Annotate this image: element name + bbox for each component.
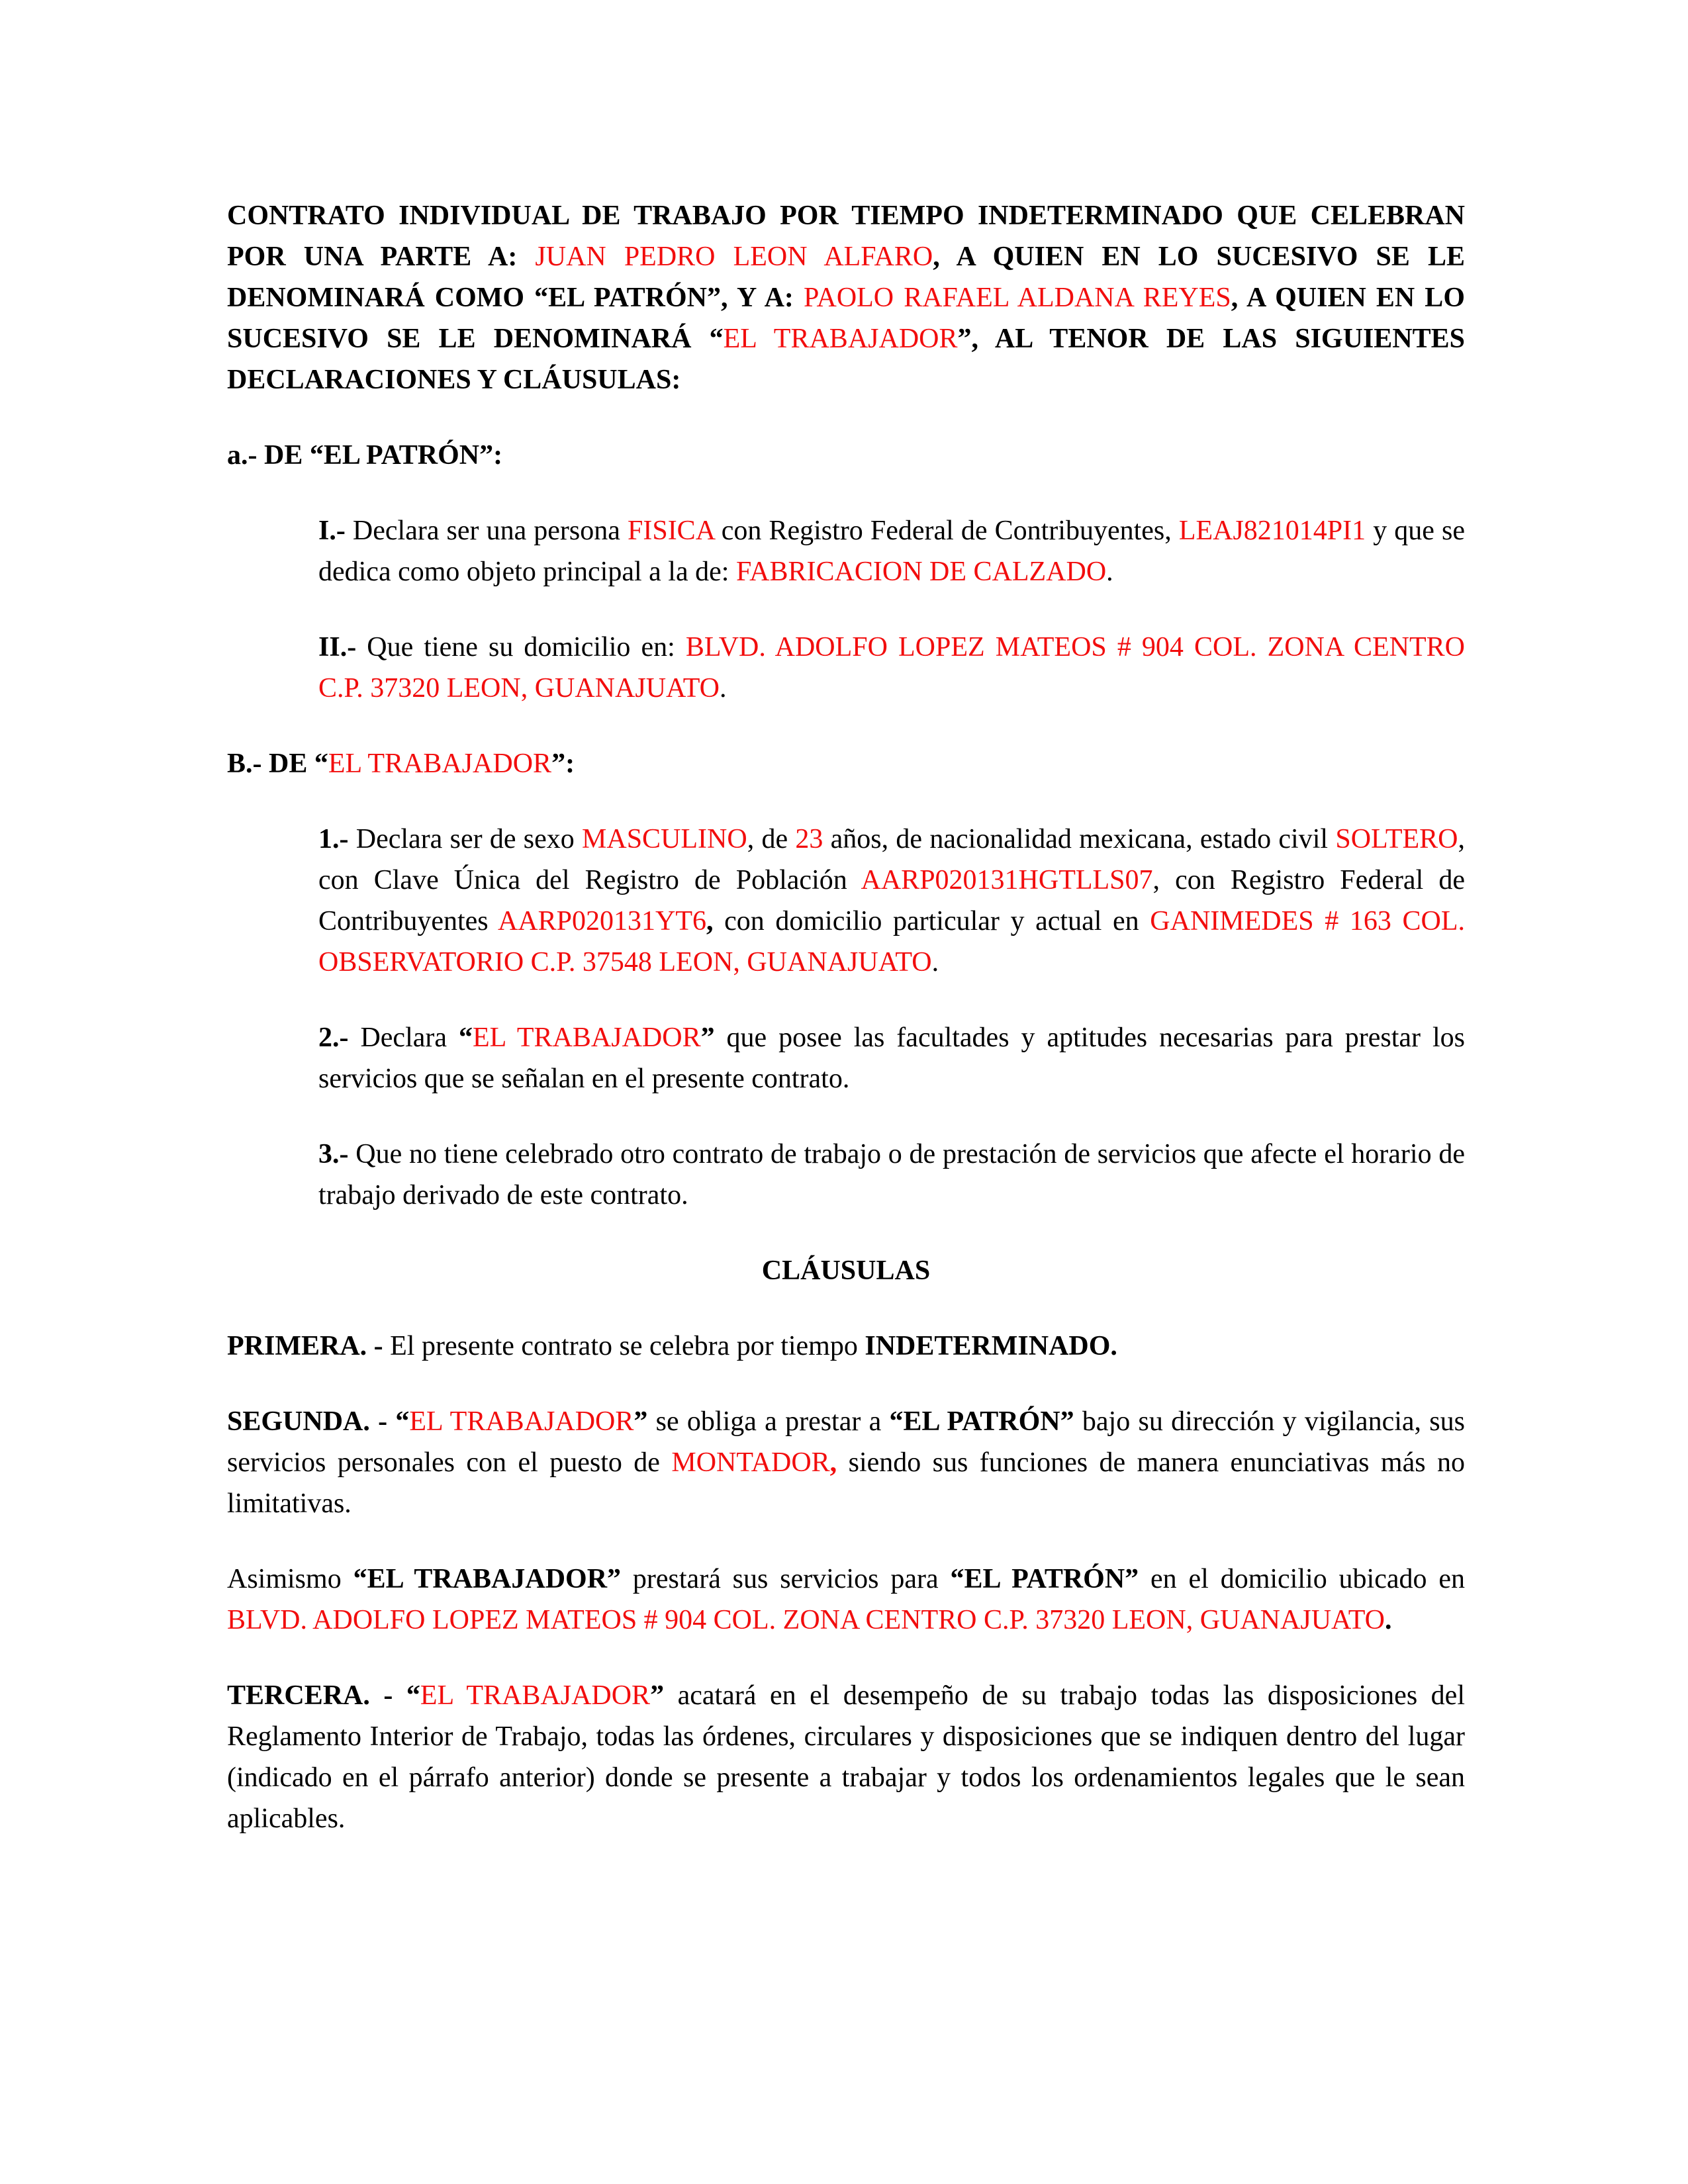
text-run: prestará sus servicios para [621,1564,951,1594]
text-run: . [931,947,939,978]
text-run: , con Registro Federal de Contribuyentes [318,865,1465,936]
text-run: con Registro Federal de Contribuyentes, [714,516,1179,546]
text-run: “ [458,1023,473,1053]
text-run: en el domicilio ubicado en [1139,1564,1465,1594]
text-run: LEAJ821014PI1 [1178,516,1366,546]
clause-primera [227,1326,1465,1367]
text-run: AARP020131HGTLLS07 [861,865,1153,895]
clause-segunda [227,1401,1465,1524]
text-run: ”: [551,749,575,779]
text-run: AARP020131YT6 [497,906,706,936]
clausulas-heading [227,1250,1465,1291]
text-run: años, de nacionalidad mexicana, estado civil [823,824,1336,854]
text-run: , de [747,824,796,854]
text-run: INDETERMINADO. [865,1331,1117,1361]
text-run: , A QUIEN EN LO SUCESIVO SE LE DENOMINARÁ “ [227,283,1465,354]
text-run: II.- [318,632,357,662]
text-run: B.- DE “ [227,749,328,779]
text-run: EL TRABAJADOR [409,1406,634,1437]
text-run: acatará en el desempeño de su trabajo todas las disposiciones del Reglamento Interior de Trabajo, todas las órdenes, circulares y disposiciones que se indiquen dentro del lugar (indicado en el párrafo anterior) donde se presente a trabajar y todos los ordenamientos legales que le sean aplicables. [227,1680,1465,1834]
text-run: bajo su dirección y vigilancia, sus servicios personales con el puesto de [227,1406,1465,1478]
text-run: BLVD. ADOLFO LOPEZ MATEOS # 904 COL. ZONA CENTRO C.P. 37320 LEON, GUANAJUATO [318,632,1465,704]
text-run: EL TRABAJADOR [723,324,958,354]
text-run: , [829,1447,837,1478]
text-run: siendo sus funciones de manera enunciativas más no limitativas. [227,1447,1465,1519]
text-run: CLÁUSULAS [761,1255,931,1286]
text-run: . [1384,1605,1392,1635]
text-run: que posee las facultades y aptitudes necesarias para prestar los servicios que se señalan en el presente contrato. [318,1023,1465,1094]
text-run: I.- [318,516,346,546]
declaration-ii [318,627,1465,709]
text-run: Que no tiene celebrado otro contrato de trabajo o de prestación de servicios que afecte el horario de trabajo derivado de este contrato. [318,1139,1465,1210]
text-run: CONTRATO INDIVIDUAL DE TRABAJO POR TIEMPO INDETERMINADO QUE CELEBRAN POR UNA PARTE A: [227,201,1465,272]
text-run: EL TRABAJADOR [420,1680,651,1711]
text-run: Declara [348,1023,459,1053]
clause-tercera [227,1675,1465,1839]
text-run: a.- DE “EL PATRÓN”: [227,440,503,471]
text-run: SEGUNDA. - “ [227,1406,410,1437]
text-run: EL TRABAJADOR [472,1023,701,1053]
text-run: “EL PATRÓN” [950,1564,1139,1594]
text-run: MONTADOR [671,1447,830,1478]
text-run: con domicilio particular y actual en [713,906,1150,936]
text-run: GANIMEDES # 163 COL. OBSERVATORIO C.P. 37548 LEON, GUANAJUATO [318,906,1465,978]
text-run: , con Clave Única del Registro de Población [318,824,1465,895]
text-run: JUAN PEDRO LEON ALFARO [535,242,933,272]
text-run: Declara ser de sexo [348,824,583,854]
text-run: Que tiene su domicilio en: [356,632,686,662]
text-run: ” [650,1680,665,1711]
text-run: El presente contrato se celebra por tiempo [383,1331,865,1361]
worker-declaration-1 [318,819,1465,983]
section-a-heading [227,435,1465,476]
text-run: 23 [795,824,823,854]
text-run: ”, AL TENOR DE LAS SIGUIENTES DECLARACIONES Y CLÁUSULAS: [227,324,1466,395]
text-run: 3.- [318,1139,349,1169]
section-b-heading [227,743,1465,784]
text-run: . [719,673,727,704]
text-run: ” [633,1406,648,1437]
text-run: , A QUIEN EN LO SUCESIVO SE LE DENOMINARÁ COMO “EL PATRÓN”, Y A: [227,242,1465,313]
text-run: FISICA [627,516,714,546]
text-run: FABRICACION DE CALZADO [735,557,1107,587]
declaration-i [318,510,1465,592]
text-run: BLVD. ADOLFO LOPEZ MATEOS # 904 COL. ZONA CENTRO C.P. 37320 LEON, GUANAJUATO [227,1605,1385,1635]
text-run: PRIMERA. - [227,1331,383,1361]
text-run: se obliga a prestar a [647,1406,890,1437]
text-run: Declara ser una persona [345,516,628,546]
worker-declaration-3 [318,1134,1465,1216]
text-run: “EL TRABAJADOR” [353,1564,622,1594]
text-run: TERCERA. - “ [227,1680,420,1711]
document-body [227,195,1465,1839]
text-run: EL TRABAJADOR [328,749,552,779]
clause-segunda-asimismo [227,1559,1465,1641]
text-run: Asimismo [227,1564,353,1594]
worker-declaration-2 [318,1017,1465,1099]
text-run: y que se dedica como objeto principal a la de: [318,516,1465,587]
text-run: 1.- [318,824,349,854]
text-run: SOLTERO [1335,824,1458,854]
opening-paragraph [227,195,1465,400]
text-run: , [706,906,714,936]
text-run: MASCULINO [582,824,747,854]
text-run: ” [700,1023,715,1053]
text-run: 2.- [318,1023,349,1053]
text-run: . [1106,557,1113,587]
text-run: PAOLO RAFAEL ALDANA REYES [803,283,1231,313]
text-run: “EL PATRÓN” [889,1406,1074,1437]
